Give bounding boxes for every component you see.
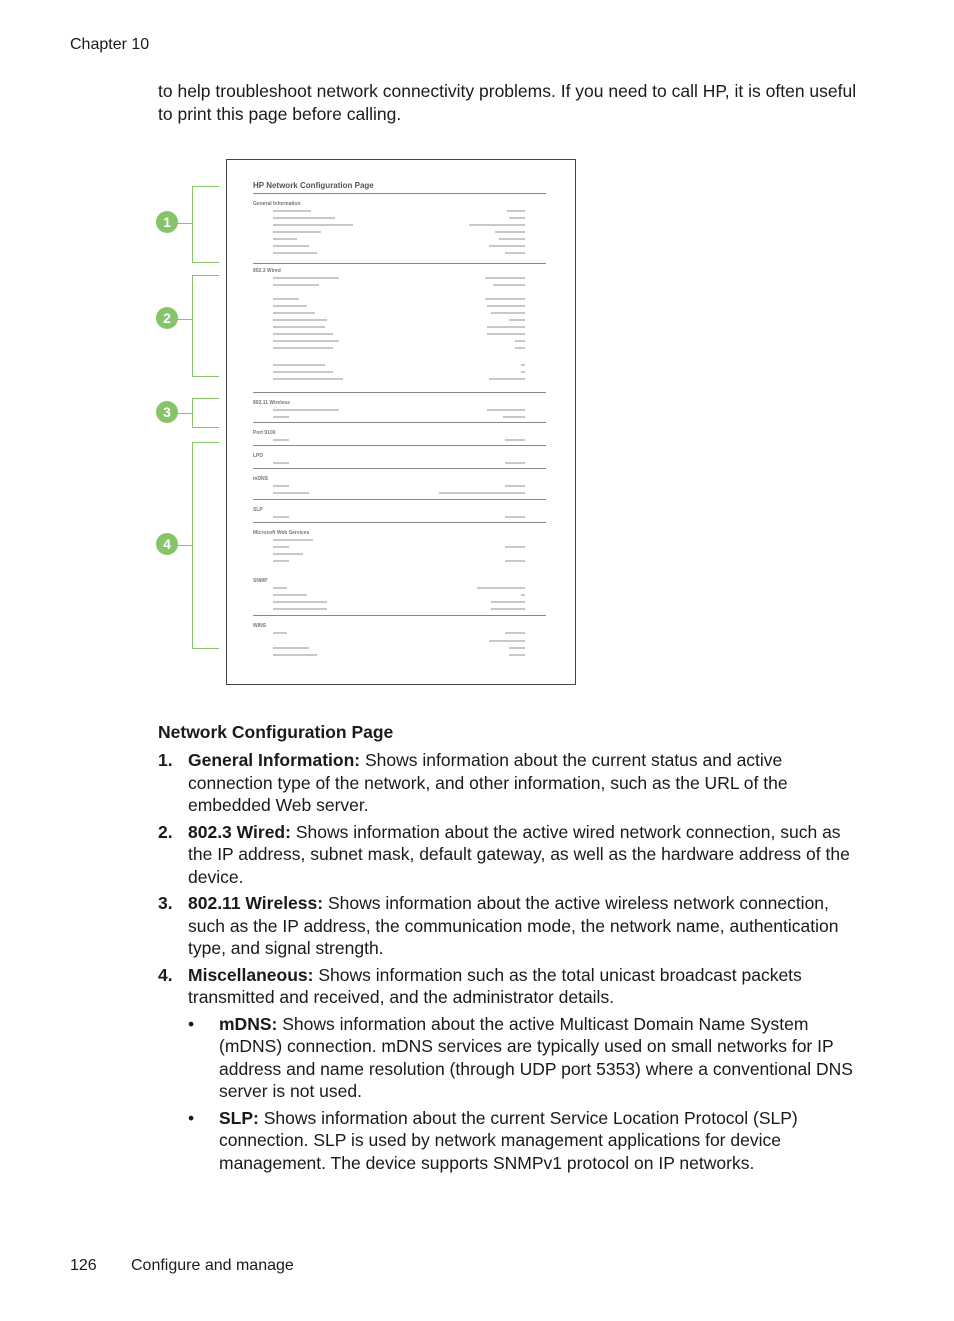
sheet-section: 802.3 Wired [253, 268, 281, 274]
intro-paragraph: to help troubleshoot network connectivity problems. If you need to call HP, it is often useful to print this page before calling. [158, 81, 857, 124]
page-number: 126 [70, 1257, 97, 1274]
sheet-section: SNMP [253, 578, 268, 584]
sheet-title: HP Network Configuration Page [253, 181, 374, 190]
callout-4: 4 [156, 533, 178, 555]
numbered-list [158, 749, 868, 1178]
callout-2: 2 [156, 307, 178, 329]
callout-bracket-3 [192, 398, 219, 428]
network-config-figure [150, 150, 590, 695]
callout-bracket-2 [192, 275, 219, 377]
callout-1: 1 [156, 211, 178, 233]
sheet-section: SLP [253, 507, 263, 513]
sheet-section: Port 9100 [253, 430, 276, 436]
footer-title: Configure and manage [131, 1257, 294, 1274]
bullet-item: • mDNS: Shows information about the active Multicast Domain Name System (mDNS) connection. mDNS services are typically used on small networks for IP address and name resolution (through UDP port 5353) where a conventional DNS server is not used. [188, 1013, 853, 1101]
section-heading: Network Configuration Page [158, 722, 394, 742]
bullet-list [188, 1013, 868, 1175]
list-item: 3. 802.11 Wireless: Shows information about the active wireless network connection, such as the IP address, the communication mode, the network name, authentication type, and signal strength. [158, 893, 839, 958]
callout-bracket-4 [192, 442, 219, 649]
callout-bracket-1 [192, 186, 219, 263]
sheet-section: LPD [253, 453, 263, 459]
list-item: 2. 802.3 Wired: Shows information about the active wired network connection, such as the IP address, subnet mask, default gateway, as well as the hardware address of the device. [158, 821, 850, 887]
sheet-section: mDNS [253, 476, 269, 482]
bullet-item: • SLP: Shows information about the current Service Location Protocol (SLP) connection. SLP is used by network management applications for device management. The device supports SNMPv1 protocol on IP networks. [188, 1107, 798, 1173]
config-page-thumbnail [226, 159, 576, 685]
sheet-section: WINS [253, 623, 267, 629]
sheet-section: Microsoft Web Services [253, 530, 310, 536]
sheet-section: General Information [253, 201, 301, 207]
list-item: 4. Miscellaneous: Shows information such as the total unicast broadcast packets transmitted and received, and the administrator details. • mDNS: Shows information about the active Multicast Domain Name System (mDNS) connection. mDNS services are typically used on small networks for IP address and name resolution (through UDP port 5353) where a conventional DNS server is not used. • SLP: Shows information about the current Service Location Protocol (SLP) connection. SLP is used by network management applications for device management. The device supports SNMPv1 protocol on IP networks. [158, 964, 868, 1175]
list-item: 1. General Information: Shows information about the current status and active connection type of the network, and other information, such as the URL of the embedded Web server. [158, 750, 788, 815]
callout-3: 3 [156, 401, 178, 423]
sheet-section: 802.11 Wireless [253, 400, 290, 406]
chapter-label: Chapter 10 [70, 36, 150, 53]
